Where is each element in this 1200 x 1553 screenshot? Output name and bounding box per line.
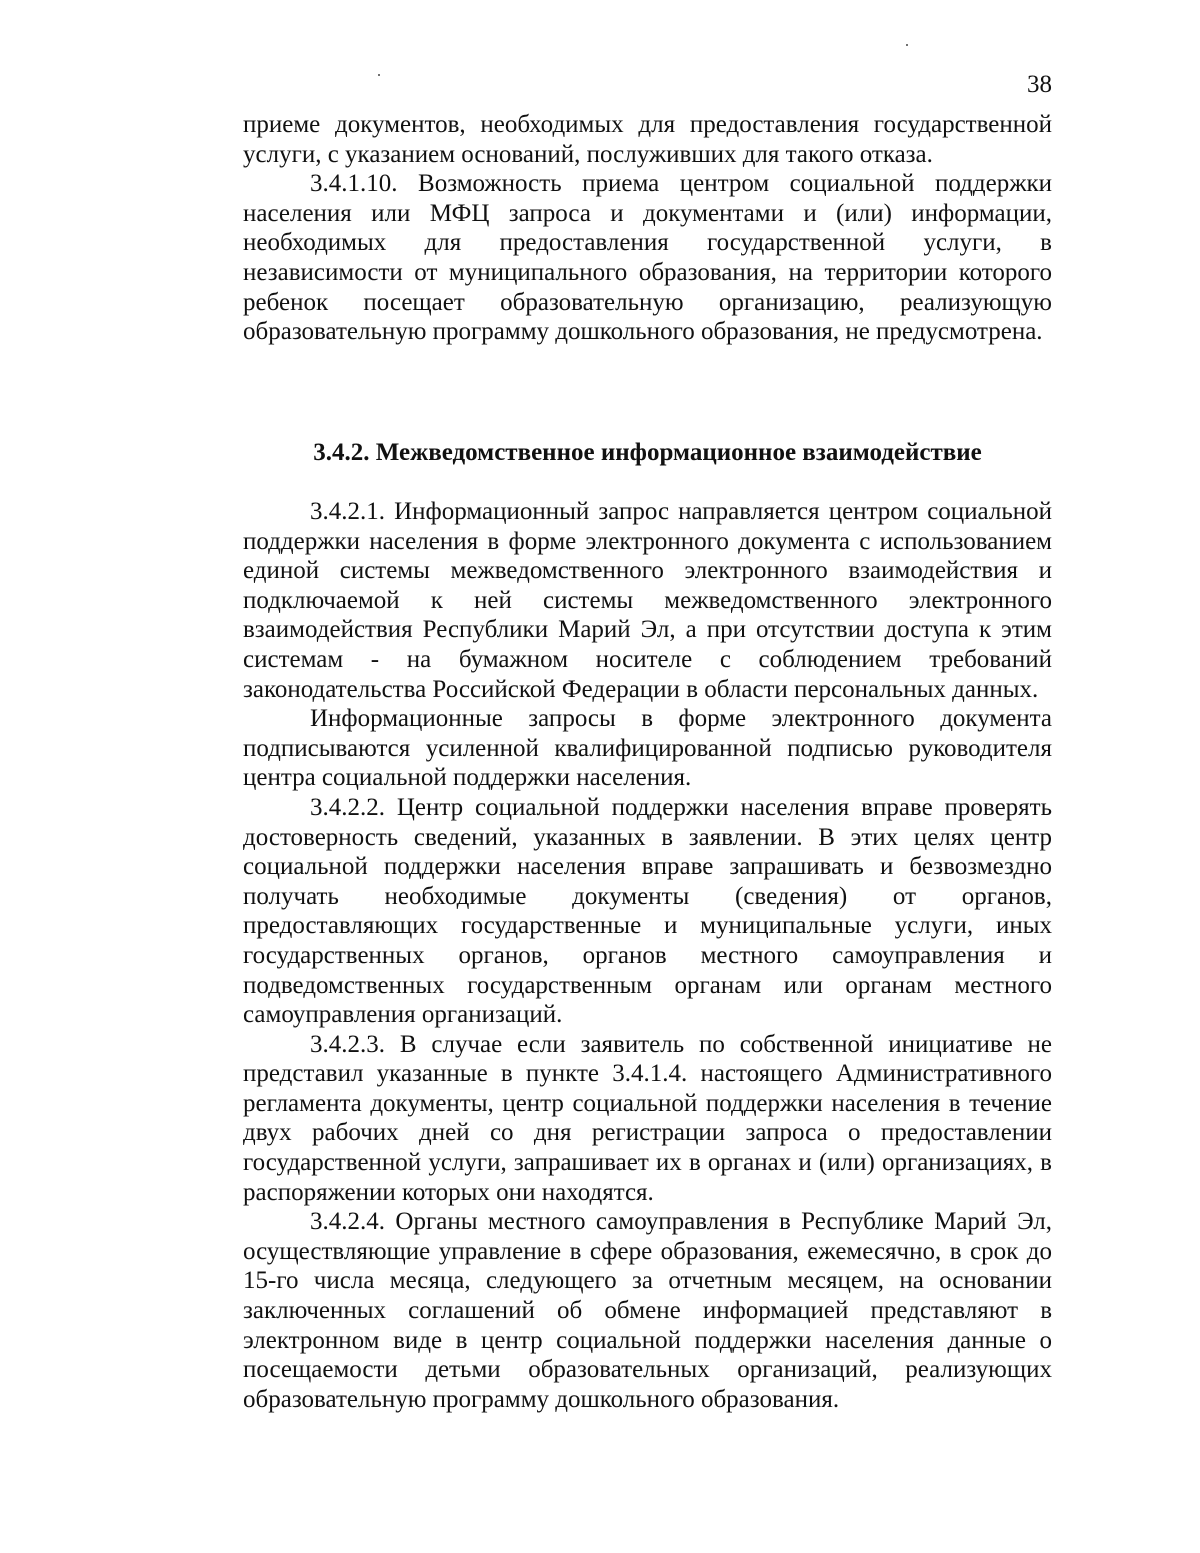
paragraph-signature-requirement: Информационные запросы в форме электронного документа подписываются усиленной квалифицированной подписью руководителя центра социальной поддержки населения. — [243, 705, 1052, 792]
paragraph-3-4-1-10: 3.4.1.10. Возможность приема центром социальной поддержки населения или МФЦ запроса и документами и (или) информации, необходимых для предоставления государственной услуги, в независимости от муниципального образования, на территории которого ребенок посещает образовательную организацию, реализующую образовательную программу дошкольного образования, не предусмотрена. — [243, 170, 1052, 346]
scan-speck — [378, 74, 380, 76]
paragraph-3-4-2-3: 3.4.2.3. В случае если заявитель по собственной инициативе не представил указанные в пункте 3.4.1.4. настоящего Административного регламента документы, центр социальной поддержки населения в течение двух рабочих дней со дня регистрации запроса о предоставлении государственной услуги, запрашивает их в органах и (или) организациях, в распоряжении которых они находятся. — [243, 1030, 1052, 1206]
top-section — [243, 110, 1052, 347]
main-section — [243, 497, 1052, 1414]
scan-speck — [906, 44, 908, 46]
page-number: 38 — [1027, 71, 1052, 98]
section-heading: 3.4.2. Межведомственное информационное взаимодействие — [313, 439, 982, 466]
paragraph-continuation: приеме документов, необходимых для предоставления государственной услуги, с указанием оснований, послуживших для такого отказа. — [243, 111, 1052, 168]
paragraph-3-4-2-1: 3.4.2.1. Информационный запрос направляется центром социальной поддержки населения в форме электронного документа с использованием единой системы межведомственного электронного взаимодействия и подключаемой к ней системы межведомственного электронного взаимодействия Республики Марий Эл, а при отсутствии доступа к этим системам - на бумажном носителе с соблюдением требований законодательства Российской Федерации в области персональных данных. — [243, 498, 1052, 703]
paragraph-3-4-2-4: 3.4.2.4. Органы местного самоуправления в Республике Марий Эл, осуществляющие управление в сфере образования, ежемесячно, в срок до 15-го числа месяца, следующего за отчетным месяцем, на основании заключенных соглашений об обмене информацией представляют в электронном виде в центр социальной поддержки населения данные о посещаемости детьми образовательных организаций, реализующих образовательную программу дошкольного образования. — [243, 1208, 1052, 1413]
paragraph-3-4-2-2: 3.4.2.2. Центр социальной поддержки населения вправе проверять достоверность сведений, указанных в заявлении. В этих целях центр социальной поддержки населения вправе запрашивать и безвозмездно получать необходимые документы (сведения) от органов, предоставляющих государственные и муниципальные услуги, иных государственных органов, органов местного самоуправления и подведомственных государственным органам или органам местного самоуправления организаций. — [243, 793, 1052, 1029]
